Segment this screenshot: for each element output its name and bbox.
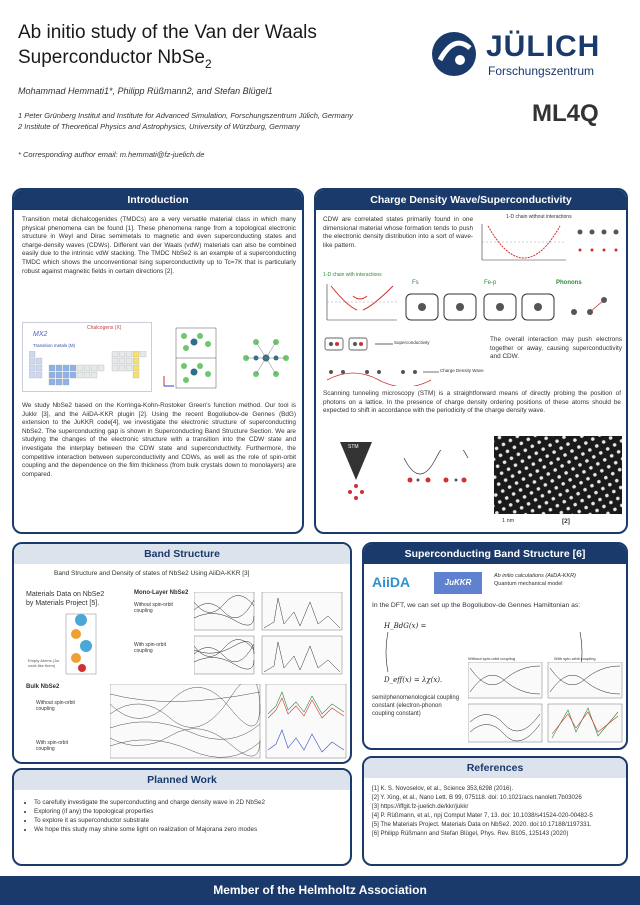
ml4q-logo [532,100,612,140]
mono-without-soc: Without spin-orbit coupling [134,602,173,614]
title-line-1: Ab initio study of the Van der Waals [18,22,317,43]
affiliation-1: 1 Peter Grünberg Institut and Institute for Advanced Simulation, Forschungszentrum Jülich, Germany [18,111,353,120]
sc-fig-without-label: Without spin-orbit coupling [468,656,516,661]
mx2-label: MX2 [33,331,48,338]
monolayer-title: Mono-Layer NbSe2 [134,590,189,596]
cdw-heading: Charge Density Wave/Superconductivity [316,190,626,210]
gapped-band-plot [323,280,403,324]
monolayer-band-plots [194,592,346,676]
footer-banner: Member of the Helmholtz Association [0,876,640,905]
stm-label: STM [348,444,359,450]
references-heading: References [364,758,626,778]
julich-logo [430,30,620,82]
sc-band-plots [468,662,624,744]
materials-data-note [26,590,104,608]
cdw-paragraph-3: Scanning tunneling microscopy (STM) is a straightforward means of directly probing the position of photons on a lattice. In the presence of charge density ordering positions of these atoms should be expected to shift in accordance with the periodicity of the charge density wave. [323,390,621,415]
gap-equation: D_eff(x) = λχ(x). [384,676,443,684]
unit-cell-figure [56,610,106,680]
periodic-table-figure [22,322,152,392]
reference-item: [6] Philipp Rüßmann and Stefan Blügel, Phys. Rev. B105, 125143 (2020) [372,830,569,837]
corresponding-author: * Corresponding author email: m.hemmati@fz-juelich.de [18,150,205,159]
affiliations [18,110,353,132]
chalcogens-label: Chalcogens (X) [87,325,122,331]
calc-note-2: Quantum mechanical model [494,581,563,587]
interaction-diagram [404,290,626,326]
intro-paragraph-2: We study NbSe2 based on the Korringa-Kohn-Rostoker Green's function method. Our tool is Jukkr [3], and the AiiDA-KKR plugin [2]. Using the recent Bogoliubov-de Gennes (BdG) extension to the JuKKR code[4], we investigate the electronic structure of superconducting NbSe2. The superconducting gap is shown in Superconducting Band Structure Section. We are studying the changes of the electronic structure with a transition into the CDW state and investigate the interplay between the CDW state and superconductivity. Furthermore, the competitive interaction between superconductivity and CDWs, as well as the role of spin-orbit coupling and the dependence on the film thickness (from bulk crystals down to monolayers) are compared. [22,402,296,478]
julich-logo-text: JÜLICH [486,30,601,63]
authors: Mohammad Hemmati1*, Philipp Rüßmann2, and Stefan Blügel1 [18,86,273,96]
sc-band-panel [362,542,628,750]
title-line-2 [18,45,398,77]
band-structure-panel [12,542,352,764]
transition-metals-label: Transition metals (M) [33,343,76,348]
band-structure-heading: Band Structure [14,544,350,564]
bdg-equation-lhs: H_BdG(x) = [384,622,427,630]
introduction-heading: Introduction [14,190,302,210]
chain-interaction-label: 1-D chain with interactions [323,272,382,278]
sc-fig-with-label: With spin-orbit coupling [554,656,596,661]
periodic-table-grid [29,351,147,389]
cdw-paragraph-2: The overall interaction may push electrons together or away, causing superconductivity and CDW. [490,336,622,361]
reference-item: [5] The Materials Project. Materials Data on NbSe2. 2020. doi:10.17188/1197331. [372,821,592,828]
fs-label: Fs [412,280,419,286]
calc-notes [494,572,576,588]
band-subtitle: Band Structure and Density of states of NbSe2 Using AiiDA-KKR [3] [54,570,250,577]
cdw-diagram-label: Charge Density Wave [440,368,484,373]
scale-bar-label: 1 nm [502,518,515,524]
list-item: • Exploring (if any) the topological properties [34,807,344,816]
empty-atoms-note: Empty Atoms (Jur code like them) [28,658,60,668]
references-panel [362,756,628,866]
stm-lattice-pattern [494,436,622,514]
list-item: • We hope this study may shine some light on realization of Majorana zero modes [34,825,344,834]
sc-diagram-label: Superconductivity [394,340,430,345]
fep-label: Fe-p [484,280,497,286]
intro-paragraph-1: Transition metal dichalcogenides (TMDCs) are a very versatile material class in which many physical phenomena can be found [1]. These phenomena range from a topological electronic structure in Weyl and Dirac semimetals to magnetic and even superconducting states and charge-density waves (CDWs). Different van der Waals (vdW) materials can also be combined easily due to the intrinsic vdW stacking. The TMDC NbSe2 is an example of a superconducting TMDC which shows the unconventional Ising superconductivity up to Tc=7K that is particularly robust against magnetic fields in certain directions [2]. [22,216,296,275]
affiliation-2: 2 Institute of Theoretical Physics and Astrophysics, University of Würzburg, Germany [18,122,300,131]
title-line-2-text: Superconductor NbSe [18,47,205,68]
jukkr-logo: JuKKR [434,572,482,594]
introduction-panel [12,188,304,534]
bulk-title: Bulk NbSe2 [26,684,60,690]
cdw-paragraph-1: CDW are correlated states primarily found in one dimensional material whose formation tends to push the electronic density distribution into a sort of wave-like pattern. [323,216,473,249]
julich-logo-subtext: Forschungszentrum [488,64,595,78]
planned-work-heading: Planned Work [14,770,350,790]
aiida-logo [372,574,410,590]
planned-work-panel [12,768,352,866]
title-subscript: 2 [204,56,212,71]
references-list [372,784,624,838]
materials-data-line-1: Materials Data on NbSe2 [26,591,105,598]
crystal-structure-figure [156,322,296,394]
calc-note-1: Ab initio calculations (AiiDA-KKR) [494,573,576,579]
list-item: • To explore it as superconductor substrate [34,816,344,825]
chain-no-interaction-label: 1-D chain without interactions [506,214,572,220]
bulk-with-soc: With spin-orbit coupling [36,740,68,752]
reference-item: [3] https://iffgit.fz-juelich.de/kkr/jukkr [372,803,469,810]
stm-image [494,436,622,514]
bulk-band-plots [110,684,350,760]
free-electron-band-plot [476,220,626,266]
ml4q-logo-text: ML4Q [532,100,599,127]
stm-reference: [2] [562,518,570,525]
sc-cdw-diagram [323,336,463,386]
mono-with-soc: With spin-orbit coupling [134,642,166,654]
coupling-note: semi/phenomenological coupling constant (electron-phonon coupling constant) [372,695,460,717]
planned-work-list [34,798,344,834]
list-item: • To carefully investigate the superconducting and charge density wave in 2D NbSe2 [34,798,344,807]
cdw-panel [314,188,628,534]
aiida-logo-text: AiiDA [372,574,411,590]
poster-title [18,20,398,77]
bulk-without-soc: Without spin-orbit coupling [36,700,75,712]
reference-item: [4] P. Rüßmann, et al., npj Comput Mater 7, 13. doi: 10.1038/s41524-020-00482-5 [372,812,593,819]
atom-shift-figure [400,450,484,494]
reference-item: [1] K. S. Novoselov, et al., Science 353,6298 (2016). [372,785,514,792]
materials-data-line-2: by Materials Project [5]. [26,600,100,607]
phonons-label: Phonons [556,280,582,286]
bdg-intro: In the DFT, we can set up the Bogoliubov-de Gennes Hamiltonian as: [372,602,581,609]
sc-band-heading: Superconducting Band Structure [6] [364,544,626,564]
reference-item: [2] Y. Xing, et al., Nano Lett. B 99, 075118. doi: 10.1021/acs.nanolett.7b03026 [372,794,582,801]
